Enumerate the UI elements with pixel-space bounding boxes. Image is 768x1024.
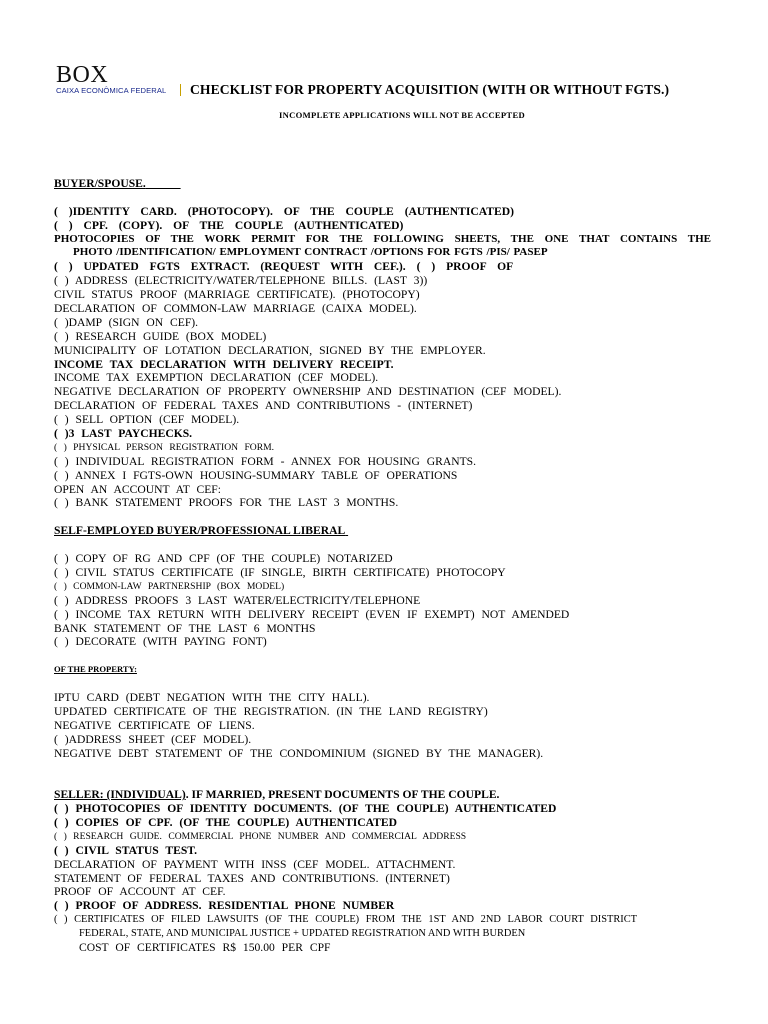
logo-accent-bar	[180, 84, 181, 96]
property-item: NEGATIVE CERTIFICATE OF LIENS.	[54, 718, 255, 732]
buyer-item: ( ) UPDATED FGTS EXTRACT. (REQUEST WITH CEF.). ( ) PROOF OF	[54, 260, 514, 274]
buyer-item: MUNICIPALITY OF LOTATION DECLARATION, SIGNED BY THE EMPLOYER.	[54, 343, 486, 357]
buyer-item: ( ) CPF. (COPY). OF THE COUPLE (AUTHENTICATED)	[54, 218, 404, 232]
buyer-item: ( ) BANK STATEMENT PROOFS FOR THE LAST 3 MONTHS.	[54, 496, 399, 510]
buyer-item: ( )DAMP (SIGN ON CEF).	[54, 315, 199, 329]
property-item: IPTU CARD (DEBT NEGATION WITH THE CITY HALL).	[54, 690, 370, 704]
page-subtitle: INCOMPLETE APPLICATIONS WILL NOT BE ACCEPTED	[279, 110, 525, 120]
seller-item: COST OF CERTIFICATES R$ 150.00 PER CPF	[79, 941, 331, 954]
seller-item: DECLARATION OF PAYMENT WITH INSS (CEF MODEL. ATTACHMENT.	[54, 857, 456, 871]
logo-word: BOX	[56, 62, 109, 88]
logo-subtitle: CAIXA ECONÔMICA FEDERAL	[56, 86, 167, 95]
seller-item: ( ) PROOF OF ADDRESS. RESIDENTIAL PHONE NUMBER	[54, 899, 395, 913]
buyer-item: OPEN AN ACCOUNT AT CEF:	[54, 482, 221, 496]
property-item: UPDATED CERTIFICATE OF THE REGISTRATION. (IN THE LAND REGISTRY)	[54, 704, 488, 718]
buyer-item: PHOTOCOPIES OF THE WORK PERMIT FOR THE FOLLOWING SHEETS, THE ONE THAT CONTAINS THE	[54, 232, 711, 245]
checklist-body	[54, 177, 768, 955]
seller-item: PROOF OF ACCOUNT AT CEF.	[54, 885, 226, 899]
buyer-item: ( ) SELL OPTION (CEF MODEL).	[54, 413, 240, 427]
property-item: NEGATIVE DEBT STATEMENT OF THE CONDOMINIUM (SIGNED BY THE MANAGER).	[54, 746, 544, 760]
seller-item: FEDERAL, STATE, AND MUNICIPAL JUSTICE + UPDATED REGISTRATION AND WITH BURDEN	[79, 928, 526, 940]
caixa-logo	[56, 64, 186, 95]
section-heading-property: OF THE PROPERTY:	[54, 664, 137, 675]
seller-item: ( ) CERTIFICATES OF FILED LAWSUITS (OF THE COUPLE) FROM THE 1ST AND 2ND LABOR COURT DISTRICT	[54, 914, 638, 926]
buyer-item: ( ) INDIVIDUAL REGISTRATION FORM - ANNEX FOR HOUSING GRANTS.	[54, 454, 477, 468]
buyer-item: INCOME TAX EXEMPTION DECLARATION (CEF MODEL).	[54, 371, 379, 385]
buyer-item: ( )IDENTITY CARD. (PHOTOCOPY). OF THE COUPLE (AUTHENTICATED)	[54, 204, 514, 218]
buyer-item: NEGATIVE DECLARATION OF PROPERTY OWNERSHIP AND DESTINATION (CEF MODEL).	[54, 385, 562, 399]
seller-item: ( ) PHOTOCOPIES OF IDENTITY DOCUMENTS. (OF THE COUPLE) AUTHENTICATED	[54, 802, 557, 816]
self-employed-item: ( ) COPY OF RG AND CPF (OF THE COUPLE) NOTARIZED	[54, 552, 393, 566]
self-employed-item: ( ) CIVIL STATUS CERTIFICATE (IF SINGLE, BIRTH CERTIFICATE) PHOTOCOPY	[54, 565, 506, 579]
page-title: CHECKLIST FOR PROPERTY ACQUISITION (WITH OR WITHOUT FGTS.)	[190, 82, 670, 97]
self-employed-item: ( ) DECORATE (WITH PAYING FONT)	[54, 635, 267, 649]
buyer-item: DECLARATION OF COMMON-LAW MARRIAGE (CAIXA MODEL).	[54, 302, 417, 316]
seller-item: ( ) COPIES OF CPF. (OF THE COUPLE) AUTHENTICATED	[54, 815, 398, 829]
buyer-item: INCOME TAX DECLARATION WITH DELIVERY RECEIPT.	[54, 357, 394, 371]
self-employed-item: ( ) COMMON-LAW PARTNERSHIP (BOX MODEL)	[54, 580, 285, 592]
buyer-item: CIVIL STATUS PROOF (MARRIAGE CERTIFICATE). (PHOTOCOPY)	[54, 288, 420, 302]
buyer-item: ( ) ANNEX I FGTS-OWN HOUSING-SUMMARY TABLE OF OPERATIONS	[54, 468, 458, 482]
buyer-item: DECLARATION OF FEDERAL TAXES AND CONTRIBUTIONS - (INTERNET)	[54, 399, 473, 413]
self-employed-item: ( ) INCOME TAX RETURN WITH DELIVERY RECEIPT (EVEN IF EXEMPT) NOT AMENDED	[54, 607, 570, 621]
buyer-item: ( ) ADDRESS (ELECTRICITY/WATER/TELEPHONE BILLS. (LAST 3))	[54, 274, 428, 288]
buyer-item: ( ) PHYSICAL PERSON REGISTRATION FORM.	[54, 441, 275, 453]
seller-item: STATEMENT OF FEDERAL TAXES AND CONTRIBUTIONS. (INTERNET)	[54, 871, 450, 885]
self-employed-item: BANK STATEMENT OF THE LAST 6 MONTHS	[54, 621, 316, 635]
section-heading-seller: SELLER: (INDIVIDUAL). IF MARRIED, PRESENT DOCUMENTS OF THE COUPLE.	[54, 788, 500, 802]
buyer-item: ( ) RESEARCH GUIDE (BOX MODEL)	[54, 329, 267, 343]
property-item: ( )ADDRESS SHEET (CEF MODEL).	[54, 732, 252, 746]
self-employed-item: ( ) ADDRESS PROOFS 3 LAST WATER/ELECTRICITY/TELEPHONE	[54, 593, 421, 607]
seller-item: ( ) CIVIL STATUS TEST.	[54, 843, 198, 857]
buyer-item: ( )3 LAST PAYCHECKS.	[54, 427, 193, 441]
section-heading-buyer: BUYER/SPOUSE.	[54, 177, 146, 190]
section-heading-self-employed: SELF-EMPLOYED BUYER/PROFESSIONAL LIBERAL	[54, 524, 346, 538]
buyer-item: PHOTO /IDENTIFICATION/ EMPLOYMENT CONTRACT /OPTIONS FOR FGTS /PIS/ PASEP	[73, 246, 548, 259]
seller-item: ( ) RESEARCH GUIDE. COMMERCIAL PHONE NUMBER AND COMMERCIAL ADDRESS	[54, 830, 467, 842]
